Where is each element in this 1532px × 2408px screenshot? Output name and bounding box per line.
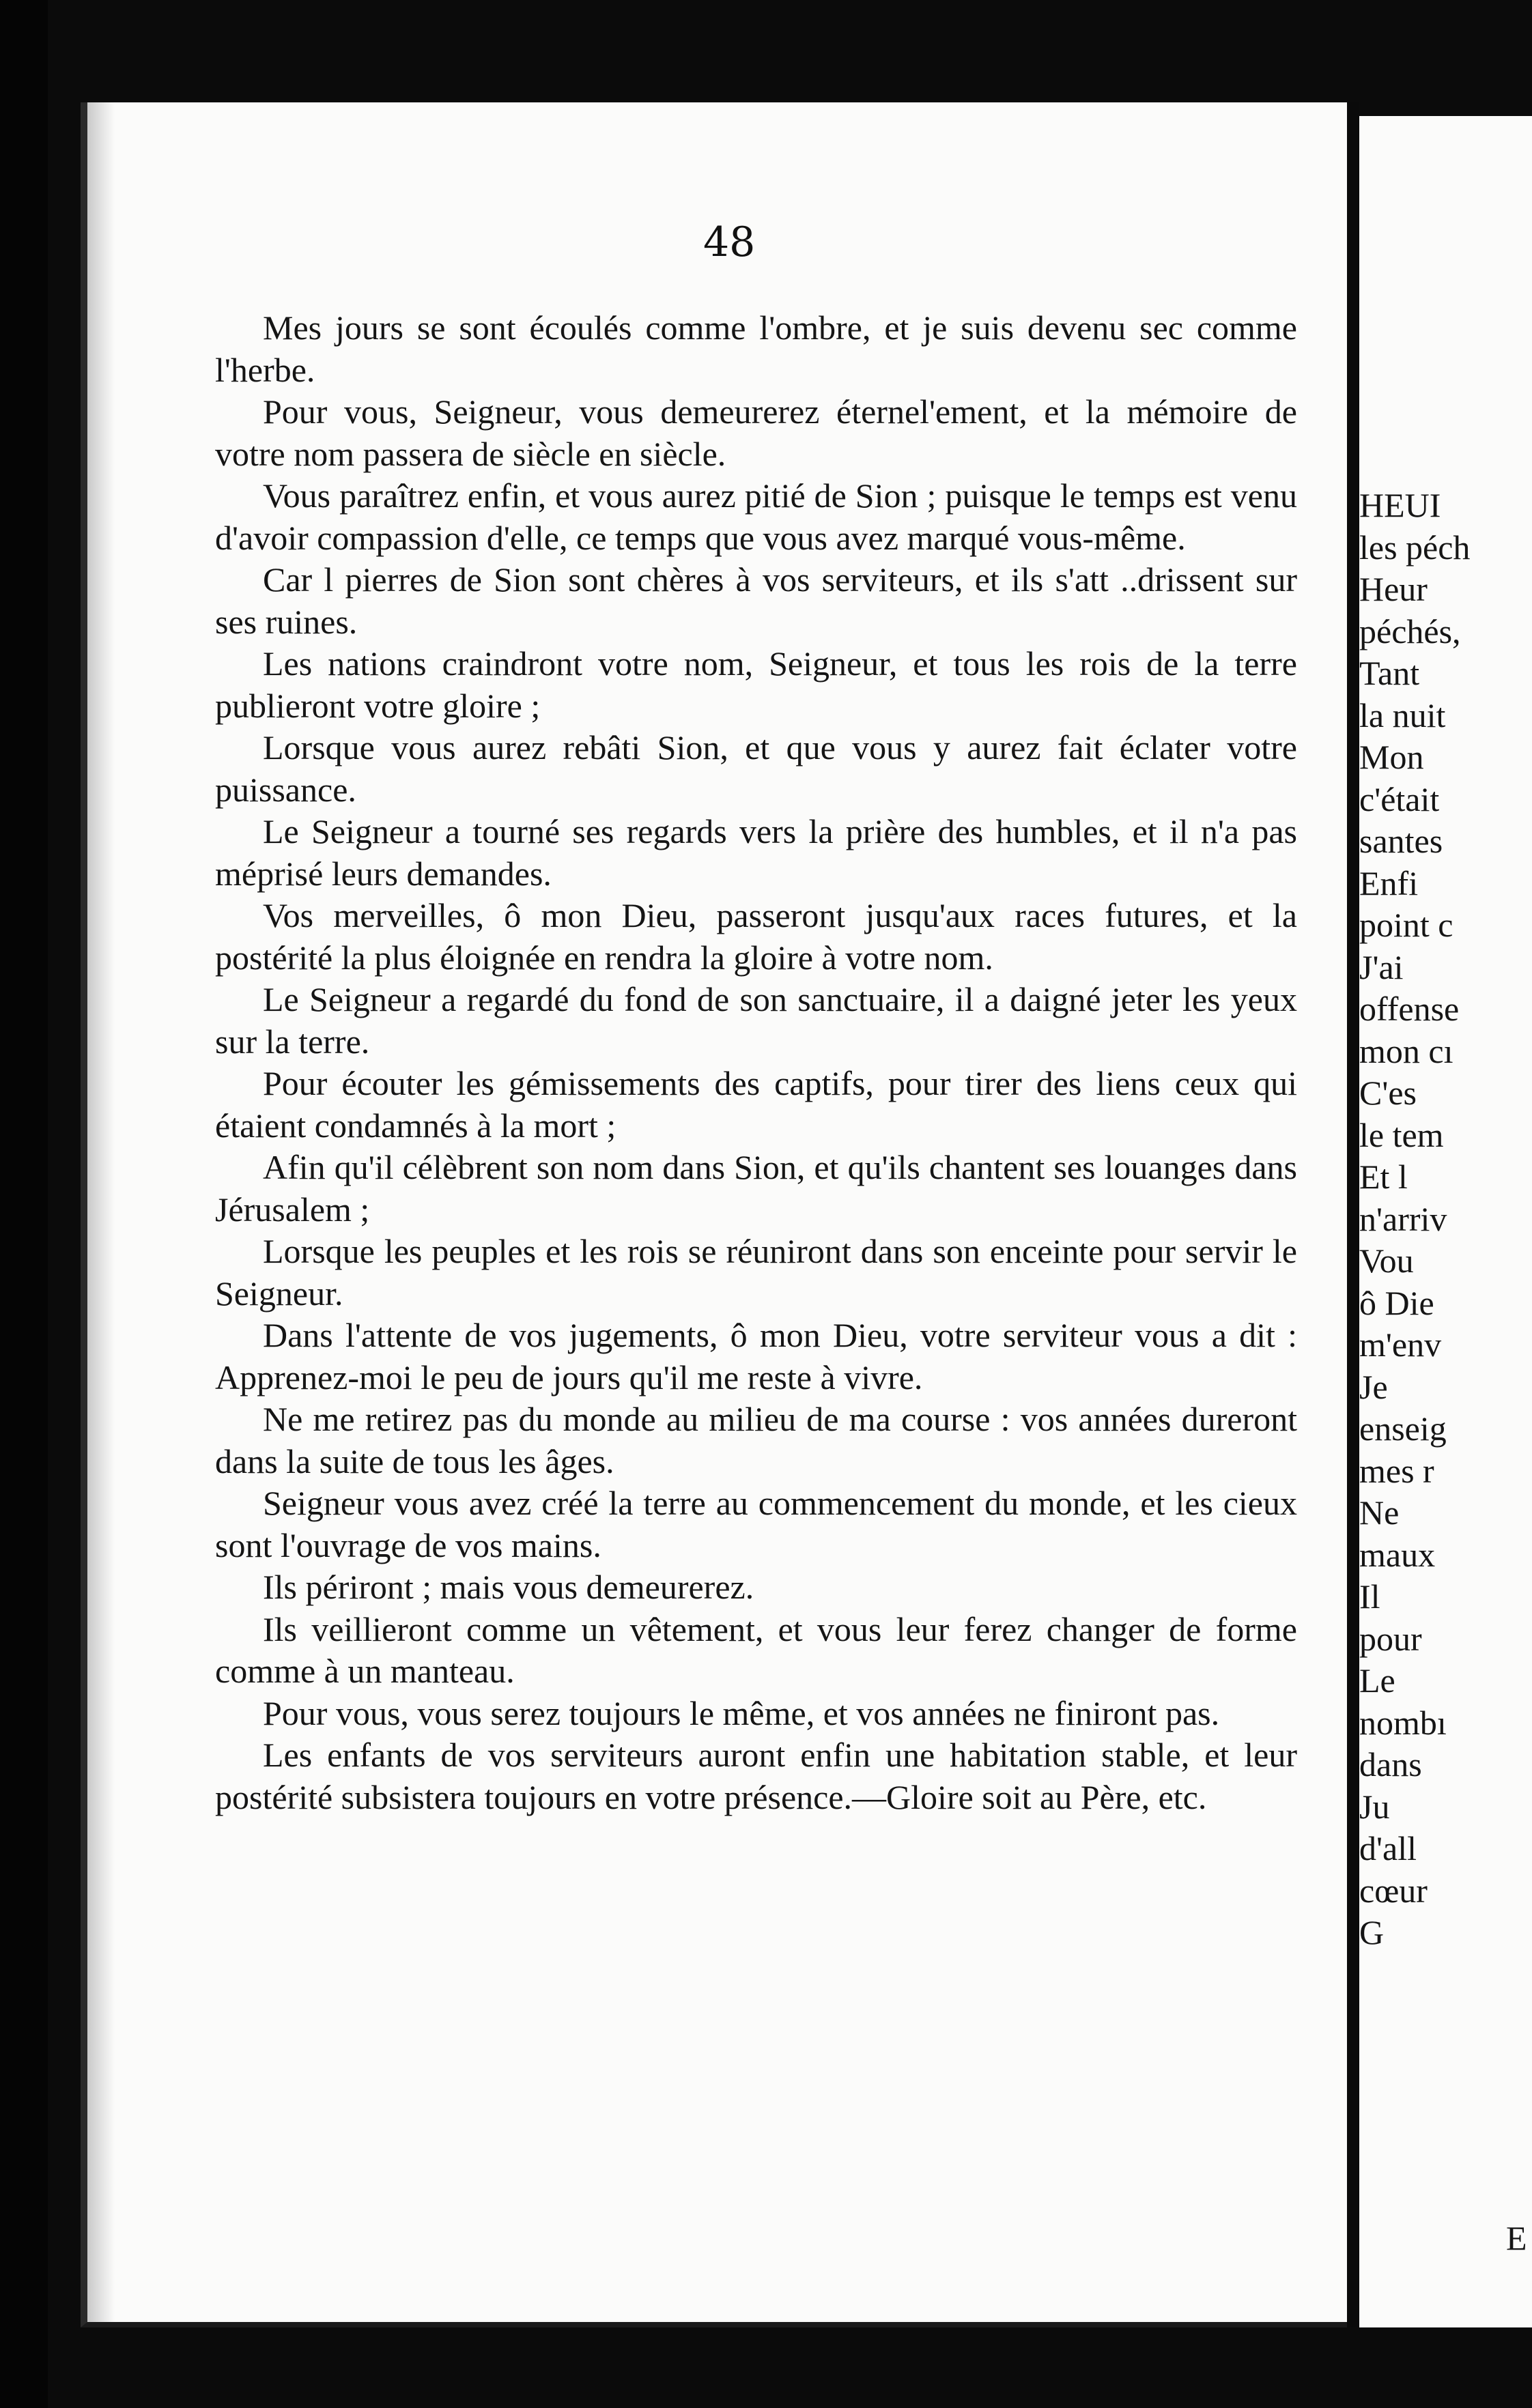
facing-page-line: Mon xyxy=(1359,738,1424,776)
facing-page-line: m'env xyxy=(1359,1325,1442,1364)
facing-page-line: santes xyxy=(1359,822,1443,860)
verse-paragraph: Dans l'attente de vos jugements, ô mon Dieu, votre serviteur vous a dit : Apprenez-moi le peu de jours qu'il me reste à vivre. xyxy=(215,1316,1297,1396)
facing-page-line: Le xyxy=(1359,1661,1395,1700)
facing-page-line: dans xyxy=(1359,1745,1422,1783)
facing-page-line: Vou xyxy=(1359,1242,1414,1280)
facing-page-bottom-fragment: E xyxy=(1506,2219,1527,2257)
page-number: 48 xyxy=(703,218,756,266)
facing-page-text xyxy=(1359,485,1470,1954)
facing-page-line: HEUI xyxy=(1359,486,1441,524)
facing-page-line: maux xyxy=(1359,1535,1436,1574)
verse-paragraph: Pour vous, Seigneur, vous demeurerez éternel'ement, et la mémoire de votre nom passera de siècle en siècle. xyxy=(215,392,1297,473)
scan-background-edge xyxy=(0,0,48,2408)
verse-paragraph: Ils périront ; mais vous demeurerez. xyxy=(263,1568,754,1606)
verse-paragraph: Vous paraîtrez enfin, et vous aurez pitié de Sion ; puisque le temps est venu d'avoir compassion d'elle, ce temps que vous avez marqué vous-même. xyxy=(215,476,1297,557)
facing-page-line: G xyxy=(1359,1913,1385,1951)
verse-paragraph: Le Seigneur a regardé du fond de son sanctuaire, il a daigné jeter les yeux sur la terre. xyxy=(215,980,1297,1061)
facing-page-line: nombı xyxy=(1359,1703,1447,1742)
facing-page-line: Ne xyxy=(1359,1493,1400,1532)
verse-paragraph: Les nations craindront votre nom, Seigneur, et tous les rois de la terre publieront votre gloire ; xyxy=(215,644,1297,725)
facing-page-line: mes r xyxy=(1359,1451,1434,1490)
facing-page-line: la nuit xyxy=(1359,696,1446,734)
facing-page-line: enseig xyxy=(1359,1409,1447,1448)
facing-page-line: point c xyxy=(1359,906,1453,944)
facing-page-line: pour xyxy=(1359,1619,1422,1658)
facing-page-line: le tem xyxy=(1359,1115,1444,1154)
facing-page-line: ô Die xyxy=(1359,1283,1434,1322)
facing-page-line: n'arriv xyxy=(1359,1199,1447,1238)
facing-page-line: Enfi xyxy=(1359,863,1419,902)
facing-page-line: Et l xyxy=(1359,1158,1408,1196)
facing-page-line: d'all xyxy=(1359,1829,1417,1867)
facing-page-line: Ju xyxy=(1359,1787,1390,1826)
facing-page-line: C'es xyxy=(1359,1074,1417,1112)
facing-page-line: Je xyxy=(1359,1367,1388,1406)
verse-paragraph: Afin qu'il célèbrent son nom dans Sion, et qu'ils chantent ses louanges dans Jérusalem ; xyxy=(215,1148,1297,1229)
book-gutter xyxy=(1347,102,1359,2327)
facing-page-line: Tant xyxy=(1359,654,1420,692)
facing-page-line: mon cı xyxy=(1359,1031,1453,1070)
verse-paragraph: Mes jours se sont écoulés comme l'ombre, et je suis devenu sec comme l'herbe. xyxy=(215,309,1297,389)
verse-paragraph: Ils veillieront comme un vêtement, et vous leur ferez changer de forme comme à un manteau. xyxy=(215,1609,1297,1690)
verse-paragraph: Vos merveilles, ô mon Dieu, passeront jusqu'aux races futures, et la postérité la plus éloignée en rendra la gloire à votre nom. xyxy=(215,896,1297,977)
page-text xyxy=(215,307,1297,1818)
facing-page-line: péchés, xyxy=(1359,612,1461,650)
facing-page xyxy=(1359,116,1532,2327)
facing-page-line: Heur xyxy=(1359,570,1428,608)
facing-page-line: offense xyxy=(1359,990,1460,1028)
page-gutter-shadow xyxy=(87,102,115,2322)
verse-paragraph: Ne me retirez pas du monde au milieu de ma course : vos années dureront dans la suite de tous les âges. xyxy=(215,1400,1297,1480)
verse-paragraph: Lorsque vous aurez rebâti Sion, et que vous y aurez fait éclater votre puissance. xyxy=(215,728,1297,809)
facing-page-line: les péch xyxy=(1359,528,1471,567)
verse-paragraph: Le Seigneur a tourné ses regards vers la prière des humbles, et il n'a pas méprisé leurs demandes. xyxy=(215,812,1297,893)
verse-paragraph: Lorsque les peuples et les rois se réuniront dans son enceinte pour servir le Seigneur. xyxy=(215,1232,1297,1313)
facing-page-line: Il xyxy=(1359,1577,1380,1616)
verse-paragraph: Car l pierres de Sion sont chères à vos serviteurs, et ils s'att ..drissent sur ses ruines. xyxy=(215,560,1297,641)
facing-page-line: cœur xyxy=(1359,1871,1428,1910)
verse-paragraph: Pour vous, vous serez toujours le même, et vos années ne finiront pas. xyxy=(263,1693,1220,1732)
verse-paragraph: Pour écouter les gémissements des captifs, pour tirer des liens ceux qui étaient condamnés à la mort ; xyxy=(215,1064,1297,1145)
verse-paragraph: Seigneur vous avez créé la terre au commencement du monde, et les cieux sont l'ouvrage de vos mains. xyxy=(215,1484,1297,1564)
verse-paragraph: Les enfants de vos serviteurs auront enfin une habitation stable, et leur postérité subsistera toujours en votre présence.—Gloire soit au Père, etc. xyxy=(215,1736,1297,1816)
facing-page-line: c'était xyxy=(1359,779,1440,818)
facing-page-line: J'ai xyxy=(1359,947,1404,986)
